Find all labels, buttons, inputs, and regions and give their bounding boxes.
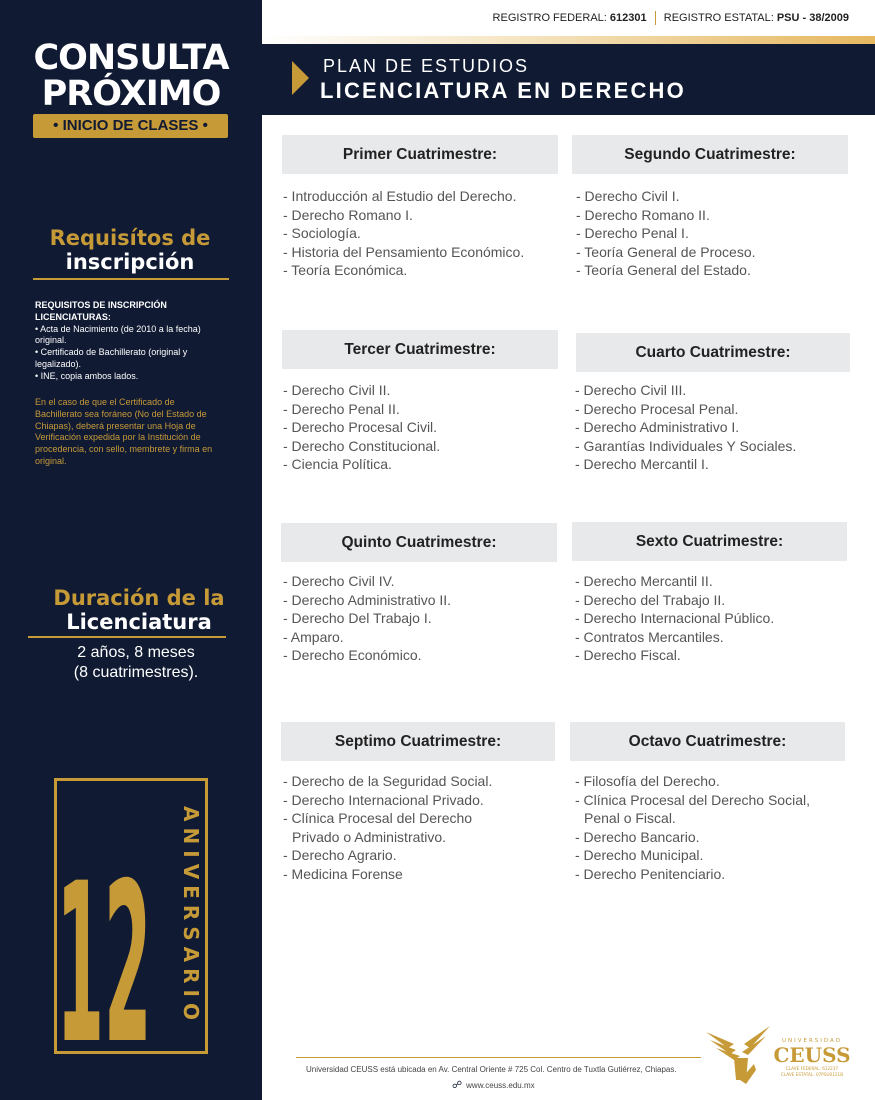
requisitos-note: En el caso de que el Certificado de Bachillerato sea foráneo (No del Estado de Chiapas), deberá presentar una Hoja de Verificación expedida por la Institución de procedencia, con sello, membrete y firma en original. xyxy=(35,397,213,466)
list-item: - Derecho Penitenciario. xyxy=(575,865,726,882)
list-item: - Filosofía del Derecho. xyxy=(575,773,720,789)
list-item: - Derecho del Trabajo II. xyxy=(575,591,726,608)
aniversario-word: ANIVERSARIO xyxy=(179,806,203,1026)
semester-8-title: Octavo Cuatrimestre: xyxy=(570,722,845,761)
list-item: - Derecho Civil III. xyxy=(575,382,687,398)
list-item: - Teoría General del Estado. xyxy=(576,262,751,279)
list-item: - Derecho Internacional Público. xyxy=(575,610,775,627)
registro-federal-value: 612301 xyxy=(609,12,647,24)
list-item: - Derecho Procesal Penal. xyxy=(575,400,739,417)
logo-name: CEUSS xyxy=(773,1043,851,1067)
semester-1-title: Primer Cuatrimestre: xyxy=(282,135,558,174)
duracion-value-line1: 2 años, 8 meses xyxy=(77,644,195,661)
duracion-value xyxy=(28,643,244,683)
globe-icon: ☍ xyxy=(452,1080,463,1091)
semester-7-list xyxy=(283,772,513,884)
list-item: - Clínica Procesal del Derecho Social, Penal o Fiscal. xyxy=(575,791,810,827)
semester-6-title: Sexto Cuatrimestre: xyxy=(572,522,847,561)
ceuss-logo xyxy=(706,1024,856,1086)
requisito-item: • INE, copia ambos lados. xyxy=(35,370,139,381)
proximo-line: PRÓXIMO xyxy=(41,74,221,114)
consulta-proximo-heading xyxy=(0,40,262,112)
aniversario-emblem xyxy=(54,778,208,1054)
requisitos-title xyxy=(30,226,230,274)
list-item: - Clínica Procesal del Derecho Privado o Administrativo. xyxy=(283,810,473,845)
semester-4-title: Cuarto Cuatrimestre: xyxy=(576,333,850,372)
registro-estatal-value: PSU - 38/2009 xyxy=(776,12,849,24)
list-item: - Derecho Económico. xyxy=(283,647,422,664)
list-item: - Derecho Constitucional. xyxy=(283,437,441,454)
list-item: - Historia del Pensamiento Económico. xyxy=(283,243,525,260)
list-item: - Derecho de la Seguridad Social. xyxy=(283,773,493,789)
list-item: - Derecho Mercantil II. xyxy=(575,573,713,589)
semester-3-list xyxy=(283,381,573,474)
list-item: - Derecho Civil IV. xyxy=(283,573,395,589)
list-item: - Derecho Romano II. xyxy=(576,206,710,223)
list-item: - Derecho Mercantil I. xyxy=(575,456,709,473)
semester-1-list xyxy=(283,187,573,280)
footer-divider xyxy=(296,1057,701,1058)
consulta-line: CONSULTA xyxy=(33,38,229,78)
list-item: - Derecho Municipal. xyxy=(575,847,704,864)
requisitos-list xyxy=(35,300,215,383)
semester-7-title: Septimo Cuatrimestre: xyxy=(281,722,555,761)
list-item: - Derecho Penal I. xyxy=(576,225,689,242)
duracion-title-line2: Licenciatura xyxy=(66,610,212,634)
semester-8-list xyxy=(575,772,825,884)
duracion-title-line1: Duración de la xyxy=(53,586,225,610)
list-item: - Derecho Administrativo I. xyxy=(575,419,740,436)
requisitos-title-line1: Requisítos de xyxy=(49,226,211,250)
inicio-de-clases-badge: • INICIO DE CLASES • xyxy=(33,114,228,138)
registro-bar xyxy=(262,0,875,36)
requisito-item: • Certificado de Bachillerato (original y legalizado). xyxy=(35,347,188,369)
requisitos-head-2: LICENCIATURAS: xyxy=(35,311,111,322)
list-item: - Derecho Del Trabajo I. xyxy=(283,610,432,627)
website-link[interactable]: www.ceuss.edu.mx xyxy=(466,1081,535,1090)
list-item: - Derecho Internacional Privado. xyxy=(283,791,484,808)
plan-title: LICENCIATURA EN DERECHO xyxy=(320,78,686,103)
registro-separator xyxy=(655,11,656,25)
list-item: - Derecho Civil I. xyxy=(576,188,680,204)
semester-4-list xyxy=(575,381,860,474)
requisitos-title-line2: inscripción xyxy=(65,250,195,274)
footer-website[interactable] xyxy=(452,1080,535,1092)
list-item: - Derecho Romano I. xyxy=(283,206,413,223)
requisitos-head: REQUISITOS DE INSCRIPCIÓN xyxy=(35,300,167,310)
list-item: - Derecho Penal II. xyxy=(283,400,400,417)
aniversario-number: 12 xyxy=(56,836,152,1054)
list-item: - Teoría General de Proceso. xyxy=(576,243,756,260)
list-item: - Derecho Procesal Civil. xyxy=(283,419,438,436)
semester-5-title: Quinto Cuatrimestre: xyxy=(281,523,557,562)
list-item: - Garantías Individuales Y Sociales. xyxy=(575,437,797,454)
duracion-value-line2: (8 cuatrimestres). xyxy=(73,664,199,681)
semester-2-title: Segundo Cuatrimestre: xyxy=(572,135,848,174)
list-item: - Teoría Económica. xyxy=(283,262,408,279)
list-item: - Amparo. xyxy=(283,628,344,645)
list-item: - Contratos Mercantiles. xyxy=(575,628,724,645)
logo-universidad: UNIVERSIDAD xyxy=(781,1038,843,1044)
list-item: - Derecho Bancario. xyxy=(575,828,700,845)
semester-5-list xyxy=(283,572,573,665)
list-item: - Derecho Civil II. xyxy=(283,382,391,398)
duracion-title xyxy=(28,586,250,634)
requisitos-divider xyxy=(33,278,229,280)
chevron-right-icon xyxy=(292,61,309,95)
semester-3-title: Tercer Cuatrimestre: xyxy=(282,330,558,369)
registro-estatal-label: REGISTRO ESTATAL: xyxy=(663,12,774,24)
ceuss-bird-icon xyxy=(706,1026,770,1084)
logo-clave-estatal: CLAVE ESTATAL: 07PSU0121B xyxy=(780,1072,844,1077)
list-item: - Derecho Fiscal. xyxy=(575,647,681,664)
list-item: - Medicina Forense xyxy=(283,865,403,882)
registro-federal-label: REGISTRO FEDERAL: xyxy=(492,12,607,24)
list-item: - Derecho Agrario. xyxy=(283,847,397,864)
list-item: - Ciencia Política. xyxy=(283,456,392,473)
semester-2-list xyxy=(576,187,856,280)
sidebar xyxy=(0,0,262,1100)
header-gold-line xyxy=(262,36,875,44)
list-item: - Derecho Administrativo II. xyxy=(283,591,452,608)
duracion-divider xyxy=(28,636,226,638)
semester-6-list xyxy=(575,572,860,665)
logo-clave-federal: CLAVE FEDERAL: 612237 xyxy=(785,1066,839,1071)
list-item: - Sociología. xyxy=(283,225,361,242)
requisito-item: • Acta de Nacimiento (de 2010 a la fecha) original. xyxy=(35,323,201,346)
footer-address: Universidad CEUSS está ubicada en Av. Central Oriente # 725 Col. Centro de Tuxtla Gutiérrez, Chiapas. xyxy=(306,1065,677,1074)
list-item: - Introducción al Estudio del Derecho. xyxy=(283,188,517,204)
plan-subtitle: PLAN DE ESTUDIOS xyxy=(323,56,530,76)
